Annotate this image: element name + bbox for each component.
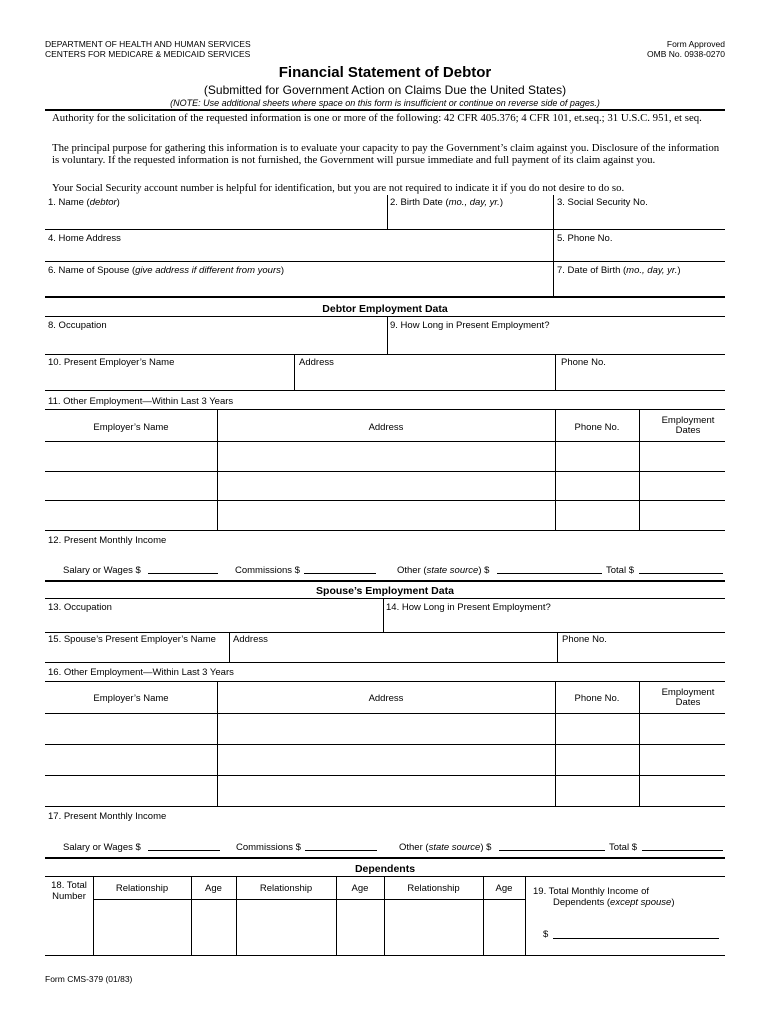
form-note: (NOTE: Use additional sheets where space on this form is insufficient or continue on reverse side of pages.) [170, 98, 600, 108]
dependents-income-field[interactable] [553, 938, 719, 939]
total-label: Total $ [606, 565, 634, 576]
name-field[interactable] [48, 210, 384, 226]
col-employer-name: Employer’s Name [93, 422, 169, 433]
spouse-how-long-field[interactable] [386, 614, 722, 630]
spouse-employer-name-label: 15. Spouse’s Present Employer’s Name [48, 634, 216, 645]
relationship-header: Relationship [259, 883, 313, 894]
phone-label: 5. Phone No. [557, 233, 613, 244]
how-long-field[interactable] [390, 333, 722, 351]
spouse-salary-field[interactable] [148, 850, 220, 851]
dependents-income-label: 19. Total Monthly Income of Dependents (except spouse) [533, 886, 675, 908]
total-number-field[interactable] [47, 906, 91, 951]
dependent-relationship-cell[interactable] [385, 900, 482, 954]
spouse-other-income-field[interactable] [499, 850, 605, 851]
total-field[interactable] [639, 573, 723, 574]
monthly-income-label: 12. Present Monthly Income [48, 535, 167, 546]
ssn-note: Your Social Security account number is helpful for identification, but you are not required to indicate it if you do not desire to do so. [52, 182, 625, 194]
spouse-other-employment-label: 16. Other Employment—Within Last 3 Years [48, 667, 234, 678]
age-header: Age [205, 883, 222, 894]
dependents-income-dollar: $ [543, 929, 549, 940]
spouse-salary-label: Salary or Wages $ [63, 842, 141, 853]
spouse-occupation-label: 13. Occupation [48, 602, 112, 613]
spouse-other-income-label: Other (state source) $ [399, 842, 492, 853]
form-approved: Form Approved [666, 39, 725, 49]
authority-text: Authority for the solicitation of the requested information is one or more of the following: 42 CFR 405.376; 4 CFR 101, et.seq.; 31 U.S.C. 951, et seq. [52, 112, 702, 124]
birth-date-label: 2. Birth Date (mo., day, yr.) [390, 197, 503, 208]
occupation-label: 8. Occupation [48, 320, 107, 331]
spouse-monthly-income-label: 17. Present Monthly Income [48, 811, 167, 822]
employer-name-label: 10. Present Employer’s Name [48, 357, 175, 368]
dependent-relationship-cell[interactable] [237, 900, 335, 954]
spouse-other-employment-row[interactable] [46, 746, 724, 773]
occupation-field[interactable] [48, 333, 384, 351]
spouse-dob-label: 7. Date of Birth (mo., day, yr.) [557, 265, 681, 276]
form-subtitle: (Submitted for Government Action on Claims Due the United States) [203, 83, 567, 97]
salary-label: Salary or Wages $ [63, 565, 141, 576]
principal-purpose-text: The principal purpose for gathering this information is to evaluate your capacity to pay the Government’s claim against you. Disclosure of the information is voluntary. If the requested information is not furnished, the Government will pursue immediate and full payment of its claim against you. [52, 142, 720, 166]
salary-field[interactable] [148, 573, 218, 574]
employer-name-field[interactable] [48, 370, 291, 387]
other-employment-row[interactable] [46, 443, 724, 469]
spouse-name-field[interactable] [48, 278, 550, 294]
agency-line: CENTERS FOR MEDICARE & MEDICAID SERVICES [45, 49, 251, 59]
dependent-age-cell[interactable] [337, 900, 383, 954]
spouse-employer-address-field[interactable] [233, 646, 554, 660]
how-long-label: 9. How Long in Present Employment? [390, 320, 550, 331]
commissions-label: Commissions $ [235, 565, 300, 576]
spouse-employment-heading: Spouse’s Employment Data [316, 585, 454, 597]
spouse-total-label: Total $ [609, 842, 637, 853]
home-address-field[interactable] [48, 245, 550, 259]
col-phone: Phone No. [574, 693, 620, 704]
other-employment-label: 11. Other Employment—Within Last 3 Years [48, 396, 234, 407]
birth-date-field[interactable] [390, 210, 550, 226]
spouse-employer-phone-field[interactable] [562, 646, 722, 660]
dependents-heading: Dependents [354, 863, 416, 875]
omb-number: OMB No. 0938-0270 [647, 49, 725, 59]
col-address: Address [368, 693, 404, 704]
ssn-field[interactable] [557, 210, 722, 226]
relationship-header: Relationship [115, 883, 169, 894]
other-income-label: Other (state source) $ [397, 565, 490, 576]
dependent-age-cell[interactable] [192, 900, 235, 954]
age-header: Age [495, 883, 513, 894]
dependent-relationship-cell[interactable] [94, 900, 190, 954]
total-number-label: 18. Total Number [51, 880, 87, 902]
spouse-employer-name-field[interactable] [48, 646, 226, 660]
col-phone: Phone No. [574, 422, 620, 433]
phone-field[interactable] [557, 245, 722, 259]
spouse-name-label: 6. Name of Spouse (give address if different from yours) [48, 265, 285, 276]
department-line: DEPARTMENT OF HEALTH AND HUMAN SERVICES [45, 39, 251, 49]
other-income-field[interactable] [497, 573, 602, 574]
name-label: 1. Name (debtor) [48, 197, 120, 208]
employer-phone-label: Phone No. [561, 357, 606, 368]
employer-address-label: Address [299, 357, 334, 368]
spouse-total-field[interactable] [642, 850, 723, 851]
form-number: Form CMS-379 (01/83) [45, 974, 133, 984]
debtor-employment-heading: Debtor Employment Data [322, 303, 448, 315]
relationship-header: Relationship [407, 883, 460, 894]
spouse-employer-phone-label: Phone No. [562, 634, 607, 645]
age-header: Age [351, 883, 369, 894]
home-address-label: 4. Home Address [48, 233, 121, 244]
commissions-field[interactable] [304, 573, 376, 574]
other-employment-row[interactable] [46, 502, 724, 528]
spouse-employer-address-label: Address [233, 634, 268, 645]
col-address: Address [368, 422, 404, 433]
spouse-other-employment-row[interactable] [46, 777, 724, 804]
col-employment-dates: Employment Dates [661, 687, 715, 708]
employer-address-field[interactable] [299, 370, 552, 387]
dependent-age-cell[interactable] [484, 900, 524, 954]
spouse-commissions-field[interactable] [305, 850, 377, 851]
spouse-commissions-label: Commissions $ [236, 842, 301, 853]
employer-phone-field[interactable] [561, 370, 722, 387]
other-employment-row[interactable] [46, 473, 724, 498]
col-employment-dates: Employment Dates [661, 415, 715, 436]
ssn-label: 3. Social Security No. [557, 197, 648, 208]
spouse-how-long-label: 14. How Long in Present Employment? [386, 602, 551, 613]
form-title: Financial Statement of Debtor [278, 64, 492, 81]
col-employer-name: Employer’s Name [93, 693, 169, 704]
spouse-occupation-field[interactable] [48, 614, 380, 630]
spouse-dob-field[interactable] [557, 278, 722, 294]
spouse-other-employment-row[interactable] [46, 715, 724, 742]
